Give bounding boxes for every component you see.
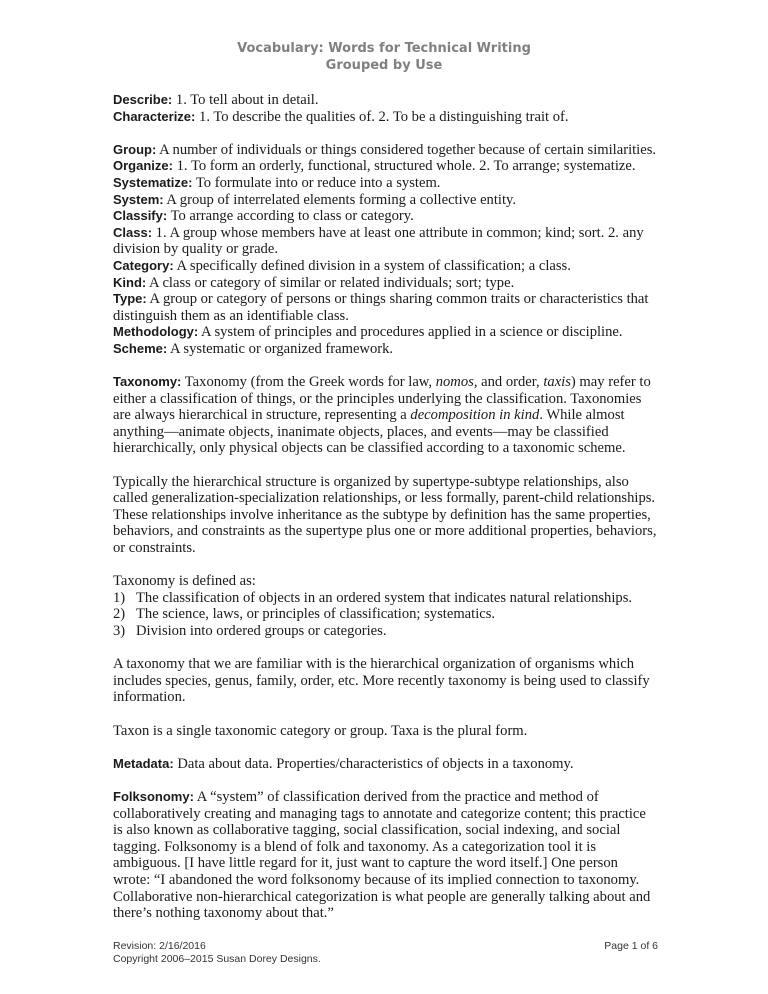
term: Group:	[113, 141, 157, 157]
definition-text: To arrange according to class or category.	[167, 208, 414, 225]
definition-text: A group of interrelated elements forming a collective entity.	[163, 191, 517, 208]
term: System:	[113, 191, 164, 207]
term: Classify:	[113, 208, 168, 224]
taxonomy-paragraph-2: Typically the hierarchical structure is organized by supertype-subtype relationships, also called generalization-specialization relationships, or less formally, parent-child relationships. These relationships involve inheritance as the subtype by definition has the same properties, behaviors, and constraints as the supertype plus one or more additional properties, behaviors, or constraints.	[113, 473, 657, 557]
taxonomy-paragraph-1	[113, 374, 658, 457]
italic-phrase: decomposition in kind	[410, 407, 540, 424]
definition-text: 1. To form an orderly, functional, structured whole. 2. To arrange; systematize.	[172, 158, 636, 175]
text-run: Taxonomy (from the Greek words for law,	[181, 374, 436, 391]
text-run: , and order,	[473, 374, 544, 391]
list-number: 2)	[113, 606, 126, 623]
definition-system	[113, 192, 658, 209]
term: Characterize:	[113, 108, 196, 124]
term: Methodology:	[113, 324, 199, 340]
page-header	[0, 40, 768, 74]
list-item	[113, 590, 658, 607]
text-run: . While almost anything—animate objects, inanimate objects, places, and events—may be classified hierarchically, only physical objects can be classified according to a taxonomic scheme.	[113, 407, 626, 457]
definition-text: A system of principles and procedures applied in a science or discipline.	[198, 324, 623, 341]
term: Taxonomy:	[113, 374, 182, 390]
term: Scheme:	[113, 340, 168, 356]
definition-text: A group or category of persons or things sharing common traits or characteristics that distinguish them as an identifiable class.	[113, 291, 649, 324]
term: Class:	[113, 224, 153, 240]
term: Type:	[113, 291, 147, 307]
definition-systematize	[113, 175, 658, 192]
definition-text: A number of individuals or things considered together because of certain similarities.	[156, 141, 657, 158]
definition-methodology	[113, 324, 658, 341]
definition-text: A systematic or organized framework.	[167, 340, 394, 357]
revision-date: Revision: 2/16/2016	[113, 940, 206, 952]
list-text: The science, laws, or principles of classification; systematics.	[136, 606, 496, 623]
definition-class	[113, 225, 658, 258]
definition-group-classification	[113, 142, 658, 358]
document-body	[113, 92, 658, 922]
definition-text: To formulate into or reduce into a system.	[192, 174, 441, 191]
list-text: Division into ordered groups or categories.	[136, 623, 387, 639]
list-number: 3)	[113, 623, 126, 639]
term: Category:	[113, 257, 174, 273]
definition-folksonomy	[113, 789, 658, 922]
italic-word: taxis	[543, 374, 571, 391]
taxonomy-definition-list	[113, 590, 658, 640]
definition-group-describe	[113, 92, 658, 125]
definition-scheme	[113, 341, 658, 358]
definition-text: 1. To describe the qualities of. 2. To be a distinguishing trait of.	[195, 108, 569, 125]
term: Kind:	[113, 274, 147, 290]
definition-organize	[113, 158, 658, 175]
definition-text: Data about data. Properties/characteristics of objects in a taxonomy.	[173, 755, 574, 772]
document-title: Vocabulary: Words for Technical Writing	[237, 41, 531, 56]
text-run: ) may refer to either a classification of things, or the principles underlying the classification. Taxonomies are always hierarchical in structure, representing a	[113, 374, 651, 424]
italic-word: nomos	[435, 374, 474, 391]
term: Systematize:	[113, 174, 193, 190]
document-subtitle: Grouped by Use	[325, 58, 443, 73]
definition-type	[113, 291, 658, 324]
list-text: The classification of objects in an ordered system that indicates natural relationships.	[136, 589, 633, 606]
list-item	[113, 606, 658, 623]
definition-describe	[113, 92, 658, 109]
definition-text: A “system” of classification derived from the practice and method of collaboratively creating and managing tags to annotate and categorize content; this practice is also known as collaborative tagging, social classification, social indexing, and social tagging. Folksonomy is a blend of folk and taxonomy. As a categorization tool it is ambiguous. [I have little regard for it, just want to capture the word itself.] One person wrote: “I abandoned the word folksonomy because of its implied connection to taxonomy. Collaborative non-hierarchical categorization is what people are generally talking about and there’s nothing taxonomy about that.”	[113, 788, 651, 922]
definition-text: A specifically defined division in a system of classification; a class.	[173, 257, 571, 274]
page-footer-left	[113, 940, 321, 966]
definition-characterize	[113, 109, 658, 126]
taxonomy-defined-intro: Taxonomy is defined as:	[113, 573, 256, 590]
list-item	[113, 623, 658, 640]
definition-text: 1. A group whose members have at least one attribute in common; kind; sort. 2. any division by quality or grade.	[113, 224, 644, 258]
definition-category	[113, 258, 658, 275]
definition-text: 1. To tell about in detail.	[172, 92, 319, 108]
copyright: Copyright 2006–2015 Susan Dorey Designs.	[113, 953, 321, 965]
definition-text: A class or category of similar or related individuals; sort; type.	[146, 274, 515, 291]
term: Describe:	[113, 92, 173, 107]
definition-classify	[113, 208, 658, 225]
definition-group	[113, 142, 658, 159]
taxonomy-paragraph-4: Taxon is a single taxonomic category or group. Taxa is the plural form.	[113, 722, 528, 739]
definition-kind	[113, 275, 658, 292]
taxonomy-paragraph-3: A taxonomy that we are familiar with is the hierarchical organization of organisms which includes species, genus, family, order, etc. More recently taxonomy is being used to classify information.	[113, 656, 650, 706]
term: Folksonomy:	[113, 788, 194, 804]
definition-metadata	[113, 756, 658, 773]
term: Organize:	[113, 158, 173, 174]
list-number: 1)	[113, 589, 126, 606]
term: Metadata:	[113, 755, 174, 771]
page-number: Page 1 of 6	[604, 940, 658, 952]
